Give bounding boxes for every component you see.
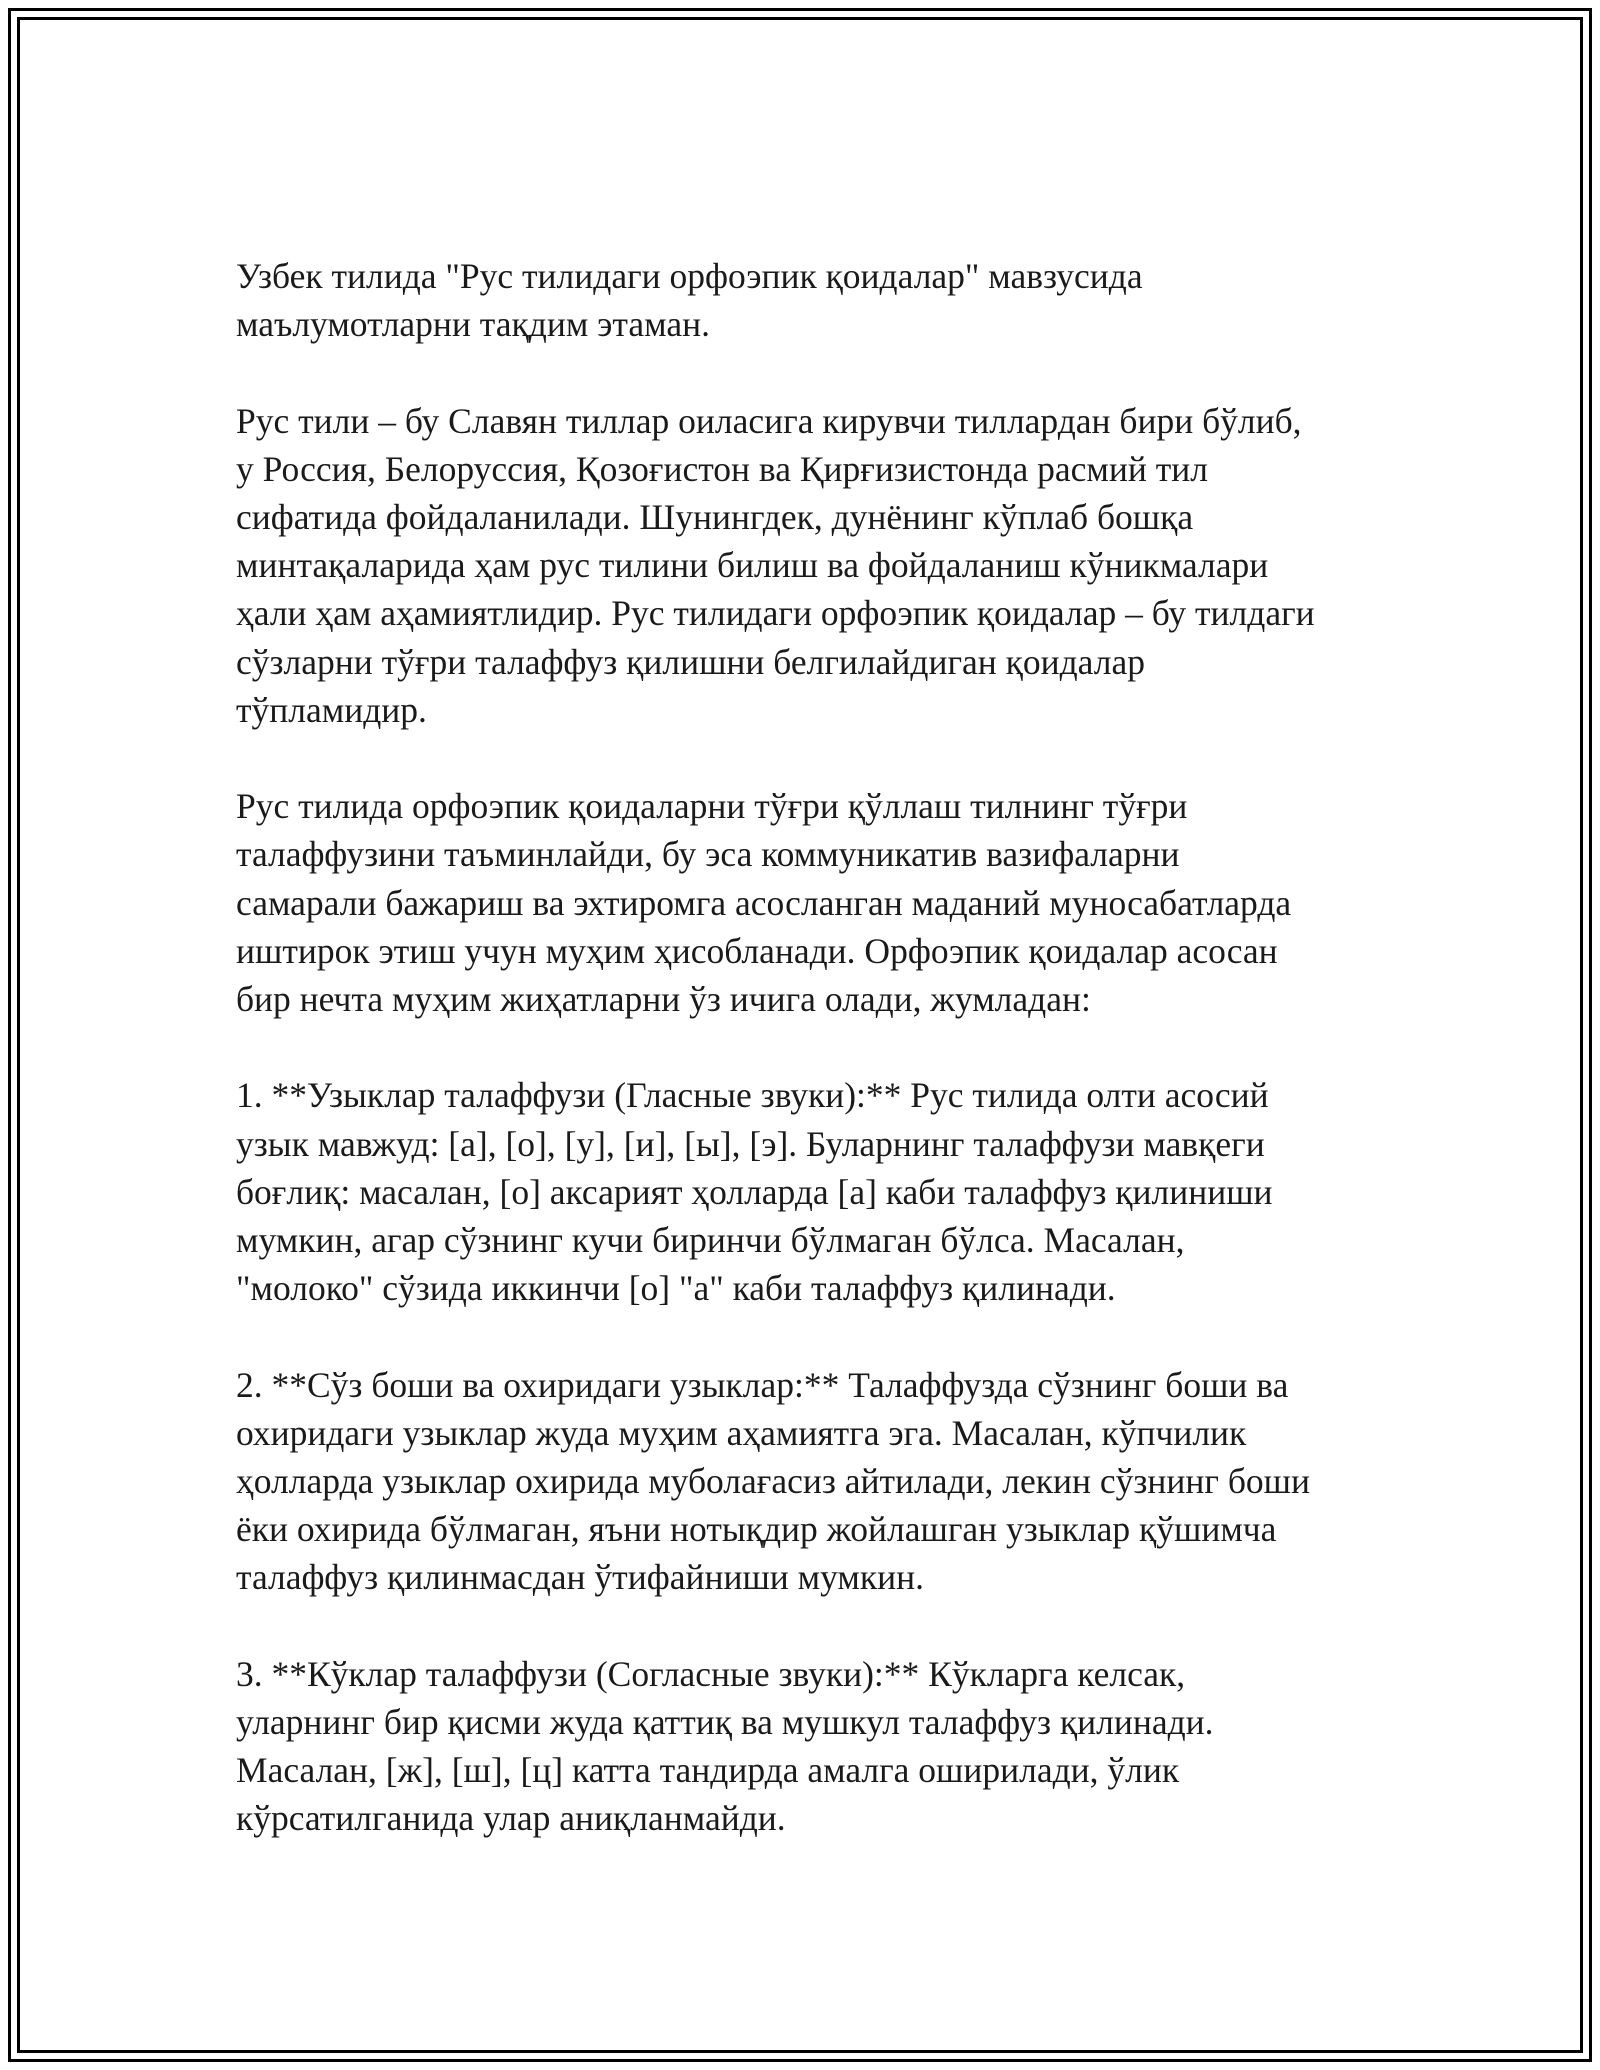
text-line: узык мавжуд: [а], [о], [у], [и], [ы], [э]. Буларнинг талаффузи мавқеги bbox=[236, 1123, 1265, 1164]
text-line: Узбек тилида "Рус тилидаги орфоэпик қоидалар" мавзусида bbox=[236, 256, 1143, 296]
text-line: ёки охирида бўлмаган, яъни нотықдир жойлашган узыклар қўшимча bbox=[236, 1509, 1277, 1550]
list-item-consonants bbox=[236, 1650, 1356, 1843]
text-line: ҳали ҳам аҳамиятлидир. Рус тилидаги орфоэпик қоидалар – бу тилдаги bbox=[236, 593, 1315, 634]
text-line: иштирок этиш учун муҳим ҳисобланади. Орфоэпик қоидалар асосан bbox=[236, 930, 1278, 971]
text-line: 2. **Сўз боши ва охиридаги узыклар:** Талаффузда сўзнинг боши ва bbox=[236, 1364, 1289, 1405]
text-line: Масалан, [ж], [ш], [ц] катта тандирда амалга оширилади, ўлик bbox=[236, 1750, 1180, 1791]
text-line: охиридаги узыклар жуда муҳим аҳамиятга эга. Масалан, кўпчилик bbox=[236, 1412, 1247, 1453]
text-line: маълумотларни тақдим этаман. bbox=[236, 304, 710, 345]
text-line: сифатида фойдаланилади. Шунингдек, дунёнинг кўплаб бошқа bbox=[236, 497, 1194, 537]
text-line: талаффуз қилинмасдан ўтифайниши мумкин. bbox=[236, 1557, 924, 1598]
text-line: Рус тили – бу Славян тиллар оиласига кирувчи тиллардан бири бўлиб, bbox=[236, 400, 1302, 441]
text-line: 1. **Узыклар талаффузи (Гласные звуки):** Рус тилида олти асосий bbox=[236, 1075, 1269, 1116]
text-line: Рус тилида орфоэпик қоидаларни тўғри қўллаш тилнинг тўғри bbox=[236, 786, 1188, 827]
text-line: ҳолларда узыклар охирида муболағасиз айтилади, лекин сўзнинг боши bbox=[236, 1461, 1310, 1502]
text-line: самарали бажариш ва эхтиромга асосланган маданий муносабатларда bbox=[236, 882, 1292, 923]
paragraph-orthoepic-rules bbox=[236, 782, 1356, 1023]
paragraph-russian-language bbox=[236, 397, 1356, 734]
text-line: уларнинг бир қисми жуда қаттиқ ва мушкул талаффуз қилинади. bbox=[236, 1702, 1214, 1743]
list-item-word-start-end bbox=[236, 1361, 1356, 1602]
text-line: талаффузини таъминлайди, бу эса коммуникатив вазифаларни bbox=[236, 834, 1180, 875]
paragraph-intro bbox=[236, 252, 1356, 348]
text-line: минтақаларида ҳам рус тилини билиш ва фойдаланиш кўникмалари bbox=[236, 545, 1269, 586]
text-line: кўрсатилганида улар аниқланмайди. bbox=[236, 1798, 786, 1839]
document-body bbox=[236, 252, 1356, 1891]
text-line: "молоко" сўзида иккинчи [о] "а" каби талаффуз қилинади. bbox=[236, 1268, 1116, 1309]
text-line: сўзларни тўғри талаффуз қилишни белгилайдиган қоидалар bbox=[236, 641, 1145, 682]
text-line: тўпламидир. bbox=[236, 689, 427, 730]
list-item-vowels bbox=[236, 1071, 1356, 1312]
text-line: боғлиқ: масалан, [о] аксарият ҳолларда [а] каби талаффуз қилиниши bbox=[236, 1171, 1273, 1212]
text-line: у Россия, Белоруссия, Қозоғистон ва Қирғизистонда расмий тил bbox=[236, 448, 1208, 489]
text-line: бир нечта муҳим жиҳатларни ўз ичига олади, жумладан: bbox=[236, 979, 1091, 1020]
text-line: 3. **Кўклар талаффузи (Согласные звуки):** Кўкларга келсак, bbox=[236, 1653, 1186, 1694]
text-line: мумкин, агар сўзнинг кучи биринчи бўлмаган бўлса. Масалан, bbox=[236, 1220, 1185, 1261]
